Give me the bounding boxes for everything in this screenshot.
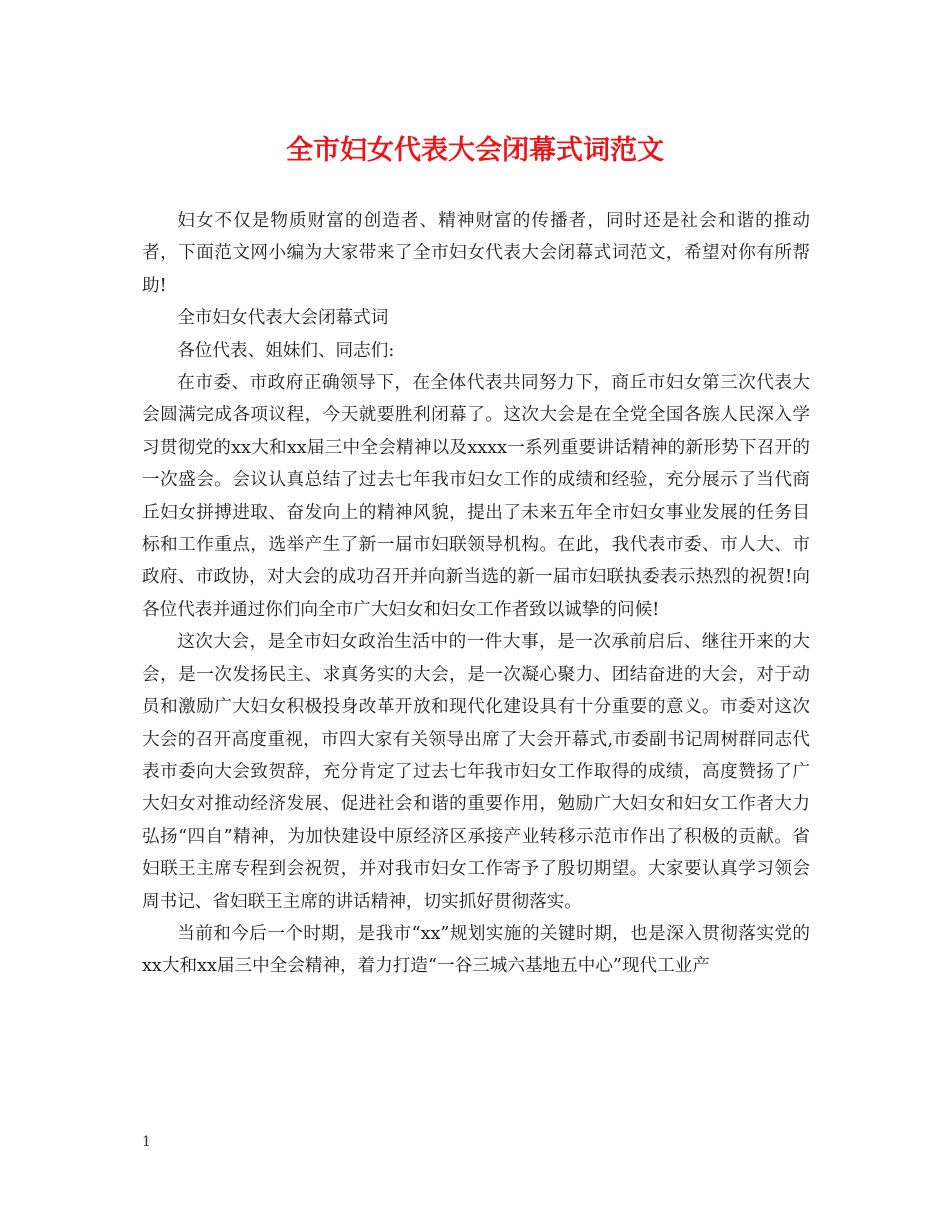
salutation: 各位代表、姐妹们、同志们: xyxy=(177,340,395,361)
page-number: 1 xyxy=(142,1134,151,1150)
body-paragraph: 在市委、市政府正确领导下，在全体代表共同努力下，商丘市妇女第三次代表大会圆满完成各项议程，今天就要胜利闭幕了。这次大会是在全党全国各族人民深入学习贯彻党的xx大和xx届三中全会精神以及xxxx一系列重要讲话精神的新形势下召开的一次盛会。会议认真总结了过去七年我市妇女工作的成绩和经验，充分展示了当代商丘妇女拼搏进取、奋发向上的精神风貌，提出了未来五年全市妇女事业发展的任务目标和工作重点，选举产生了新一届市妇联领导机构。在此，我代表市委、市人大、市政府、市政协，对大会的成功召开并向新当选的新一届市妇联执委表示热烈的祝贺!向各位代表并通过你们向全市广大妇女和妇女工作者致以诚挚的问候! xyxy=(142,373,810,620)
document-body xyxy=(142,205,810,983)
document-title: 全市妇女代表大会闭幕式词范文 xyxy=(286,135,664,166)
body-paragraph: 当前和今后一个时期，是我市“xx”规划实施的关键时期，也是深入贯彻落实党的xx大和xx届三中全会精神，着力打造“一谷三城六基地五中心”现代工业产 xyxy=(142,923,810,977)
speech-heading: 全市妇女代表大会闭幕式词 xyxy=(177,308,389,329)
intro-paragraph: 妇女不仅是物质财富的创造者、精神财富的传播者，同时还是社会和谐的推动者，下面范文网小编为大家带来了全市妇女代表大会闭幕式词范文，希望对你有所帮助! xyxy=(142,211,810,296)
body-paragraph: 这次大会，是全市妇女政治生活中的一件大事，是一次承前启后、继往开来的大会，是一次发扬民主、求真务实的大会，是一次凝心聚力、团结奋进的大会，对于动员和激励广大妇女积极投身改革开放和现代化建设具有十分重要的意义。市委对这次大会的召开高度重视，市四大家有关领导出席了大会开幕式,市委副书记周树群同志代表市委向大会致贺辞，充分肯定了过去七年我市妇女工作取得的成绩，高度赞扬了广大妇女对推动经济发展、促进社会和谐的重要作用，勉励广大妇女和妇女工作者大力弘扬“四自”精神，为加快建设中原经济区承接产业转移示范市作出了积极的贡献。省妇联王主席专程到会祝贺，并对我市妇女工作寄予了殷切期望。大家要认真学习领会周书记、省妇联王主席的讲话精神，切实抓好贯彻落实。 xyxy=(142,632,810,912)
